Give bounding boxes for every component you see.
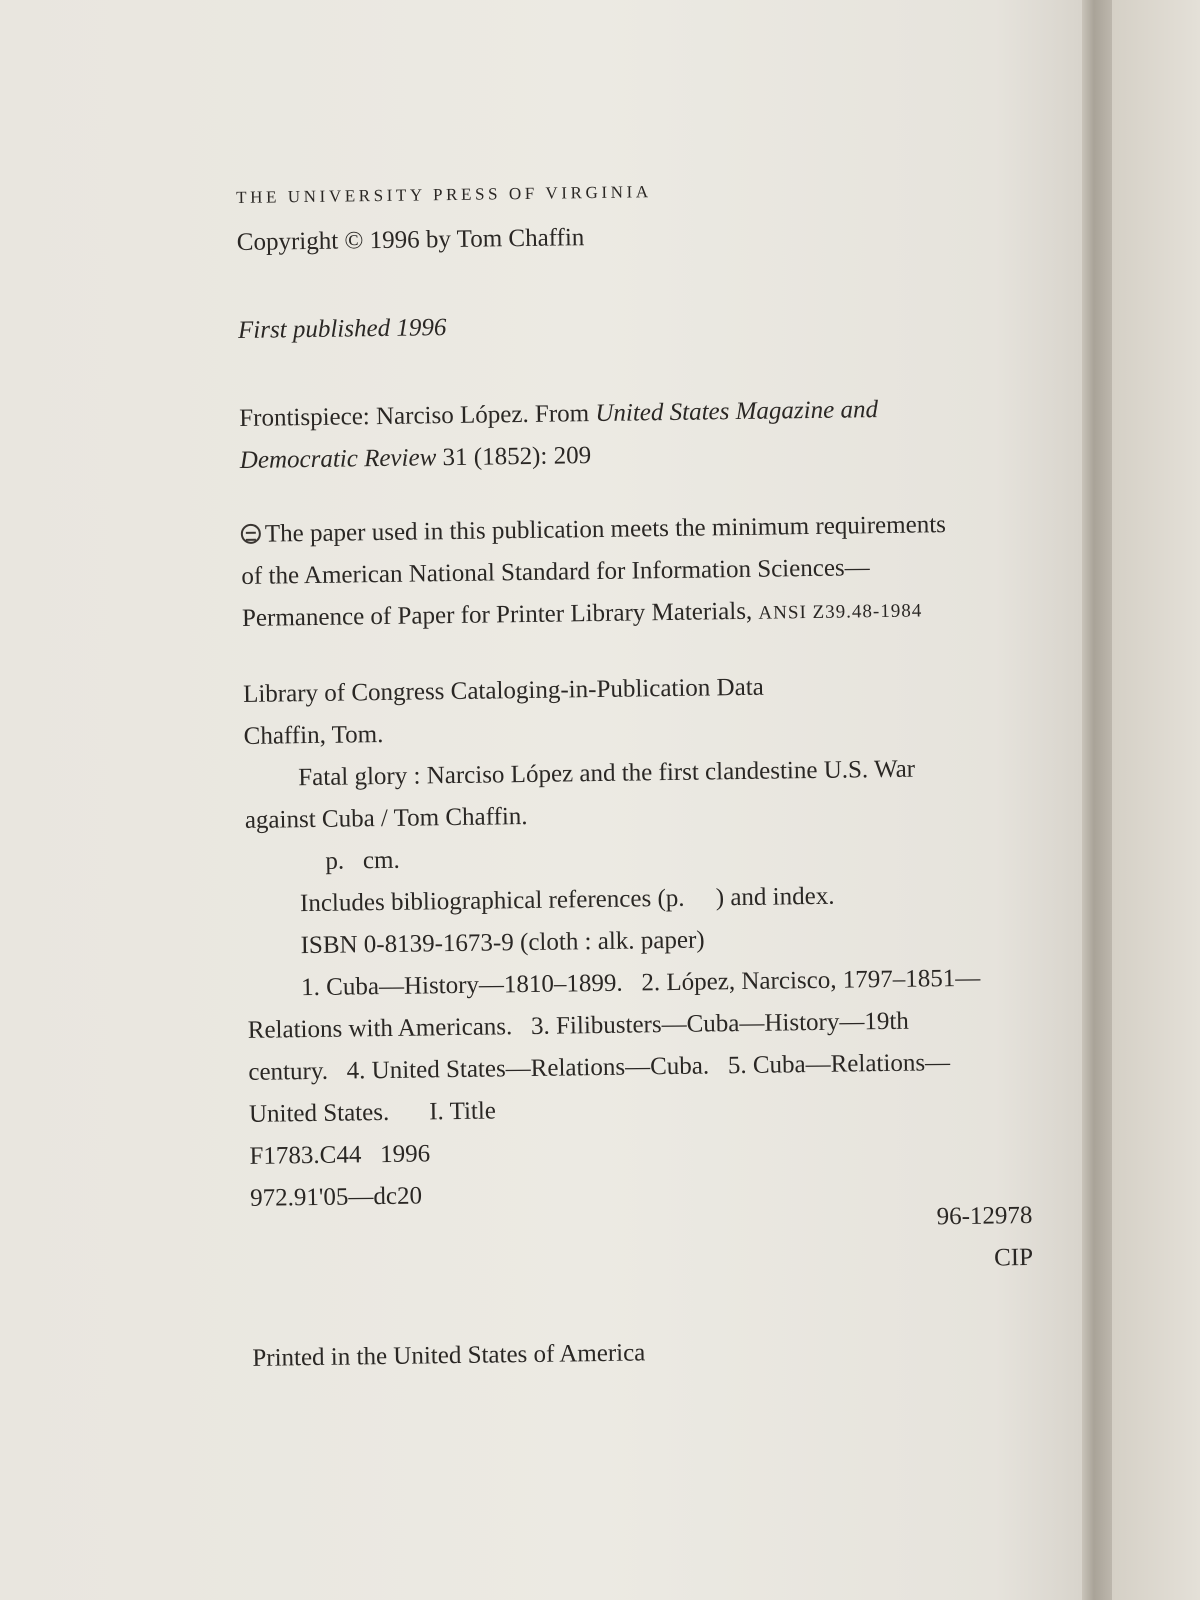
paper-notice-line-2: of the American National Standard for Information Sciences— (241, 554, 870, 590)
paper-notice-text-3: Permanence of Paper for Printer Library Materials, (241, 597, 759, 632)
cip-lc-call-number: F1783.C44 1996 (249, 1140, 431, 1170)
frontispiece-cite: 31 (1852): 209 (436, 442, 592, 472)
cip-title-2: against Cuba / Tom Chaffin. (244, 802, 528, 834)
frontispiece-journal-b: Democratic Review (239, 444, 437, 474)
facing-page-edge (1112, 0, 1200, 1600)
cip-subjects-4a: United States. (248, 1098, 390, 1128)
cip-subjects-3: century. 4. United States—Relations—Cuba. 5. Cuba—Relations— (248, 1049, 951, 1086)
cip-dewey-number: 972.91'05—dc20 (249, 1182, 423, 1212)
cip-title-1: Fatal glory : Narciso López and the first clandestine U.S. War (298, 755, 916, 792)
cip-pcm: p. cm. (325, 846, 400, 875)
publisher-name: THE UNIVERSITY PRESS OF VIRGINIA (236, 182, 652, 207)
copyright-text-block (236, 175, 1053, 1380)
cip-subjects-1: 1. Cuba—History—1810–1899. 2. López, Narcisco, 1797–1851— (301, 964, 981, 1002)
cip-subjects-2: Relations with Americans. 3. Filibusters—Cuba—History—19th (247, 1007, 909, 1044)
ansi-standard: ANSI Z39.48-1984 (758, 600, 923, 624)
book-gutter (1082, 0, 1112, 1600)
cip-isbn: ISBN 0-8139-1673-9 (cloth : alk. paper) (300, 926, 705, 960)
frontispiece-prefix: Frontispiece: Narciso López. From (239, 400, 596, 432)
frontispiece-journal-a: United States Magazine and (595, 396, 879, 428)
printed-in-line: Printed in the United States of America (252, 1339, 646, 1372)
first-published-line: First published 1996 (237, 314, 447, 344)
copyright-line: Copyright © 1996 by Tom Chaffin (236, 224, 585, 256)
cip-mark: CIP (993, 1243, 1034, 1272)
cip-title-entry: I. Title (429, 1097, 497, 1126)
paper-notice-text-1: The paper used in this publication meets the minimum requirements (264, 511, 947, 548)
cip-author: Chaffin, Tom. (243, 720, 384, 750)
cip-heading: Library of Congress Cataloging-in-Publication Data (242, 673, 764, 708)
cip-includes: Includes bibliographical references (p. ) and index. (299, 882, 835, 918)
infinity-circle-icon (241, 524, 261, 544)
cip-lccn: 96-12978 (936, 1201, 1033, 1231)
